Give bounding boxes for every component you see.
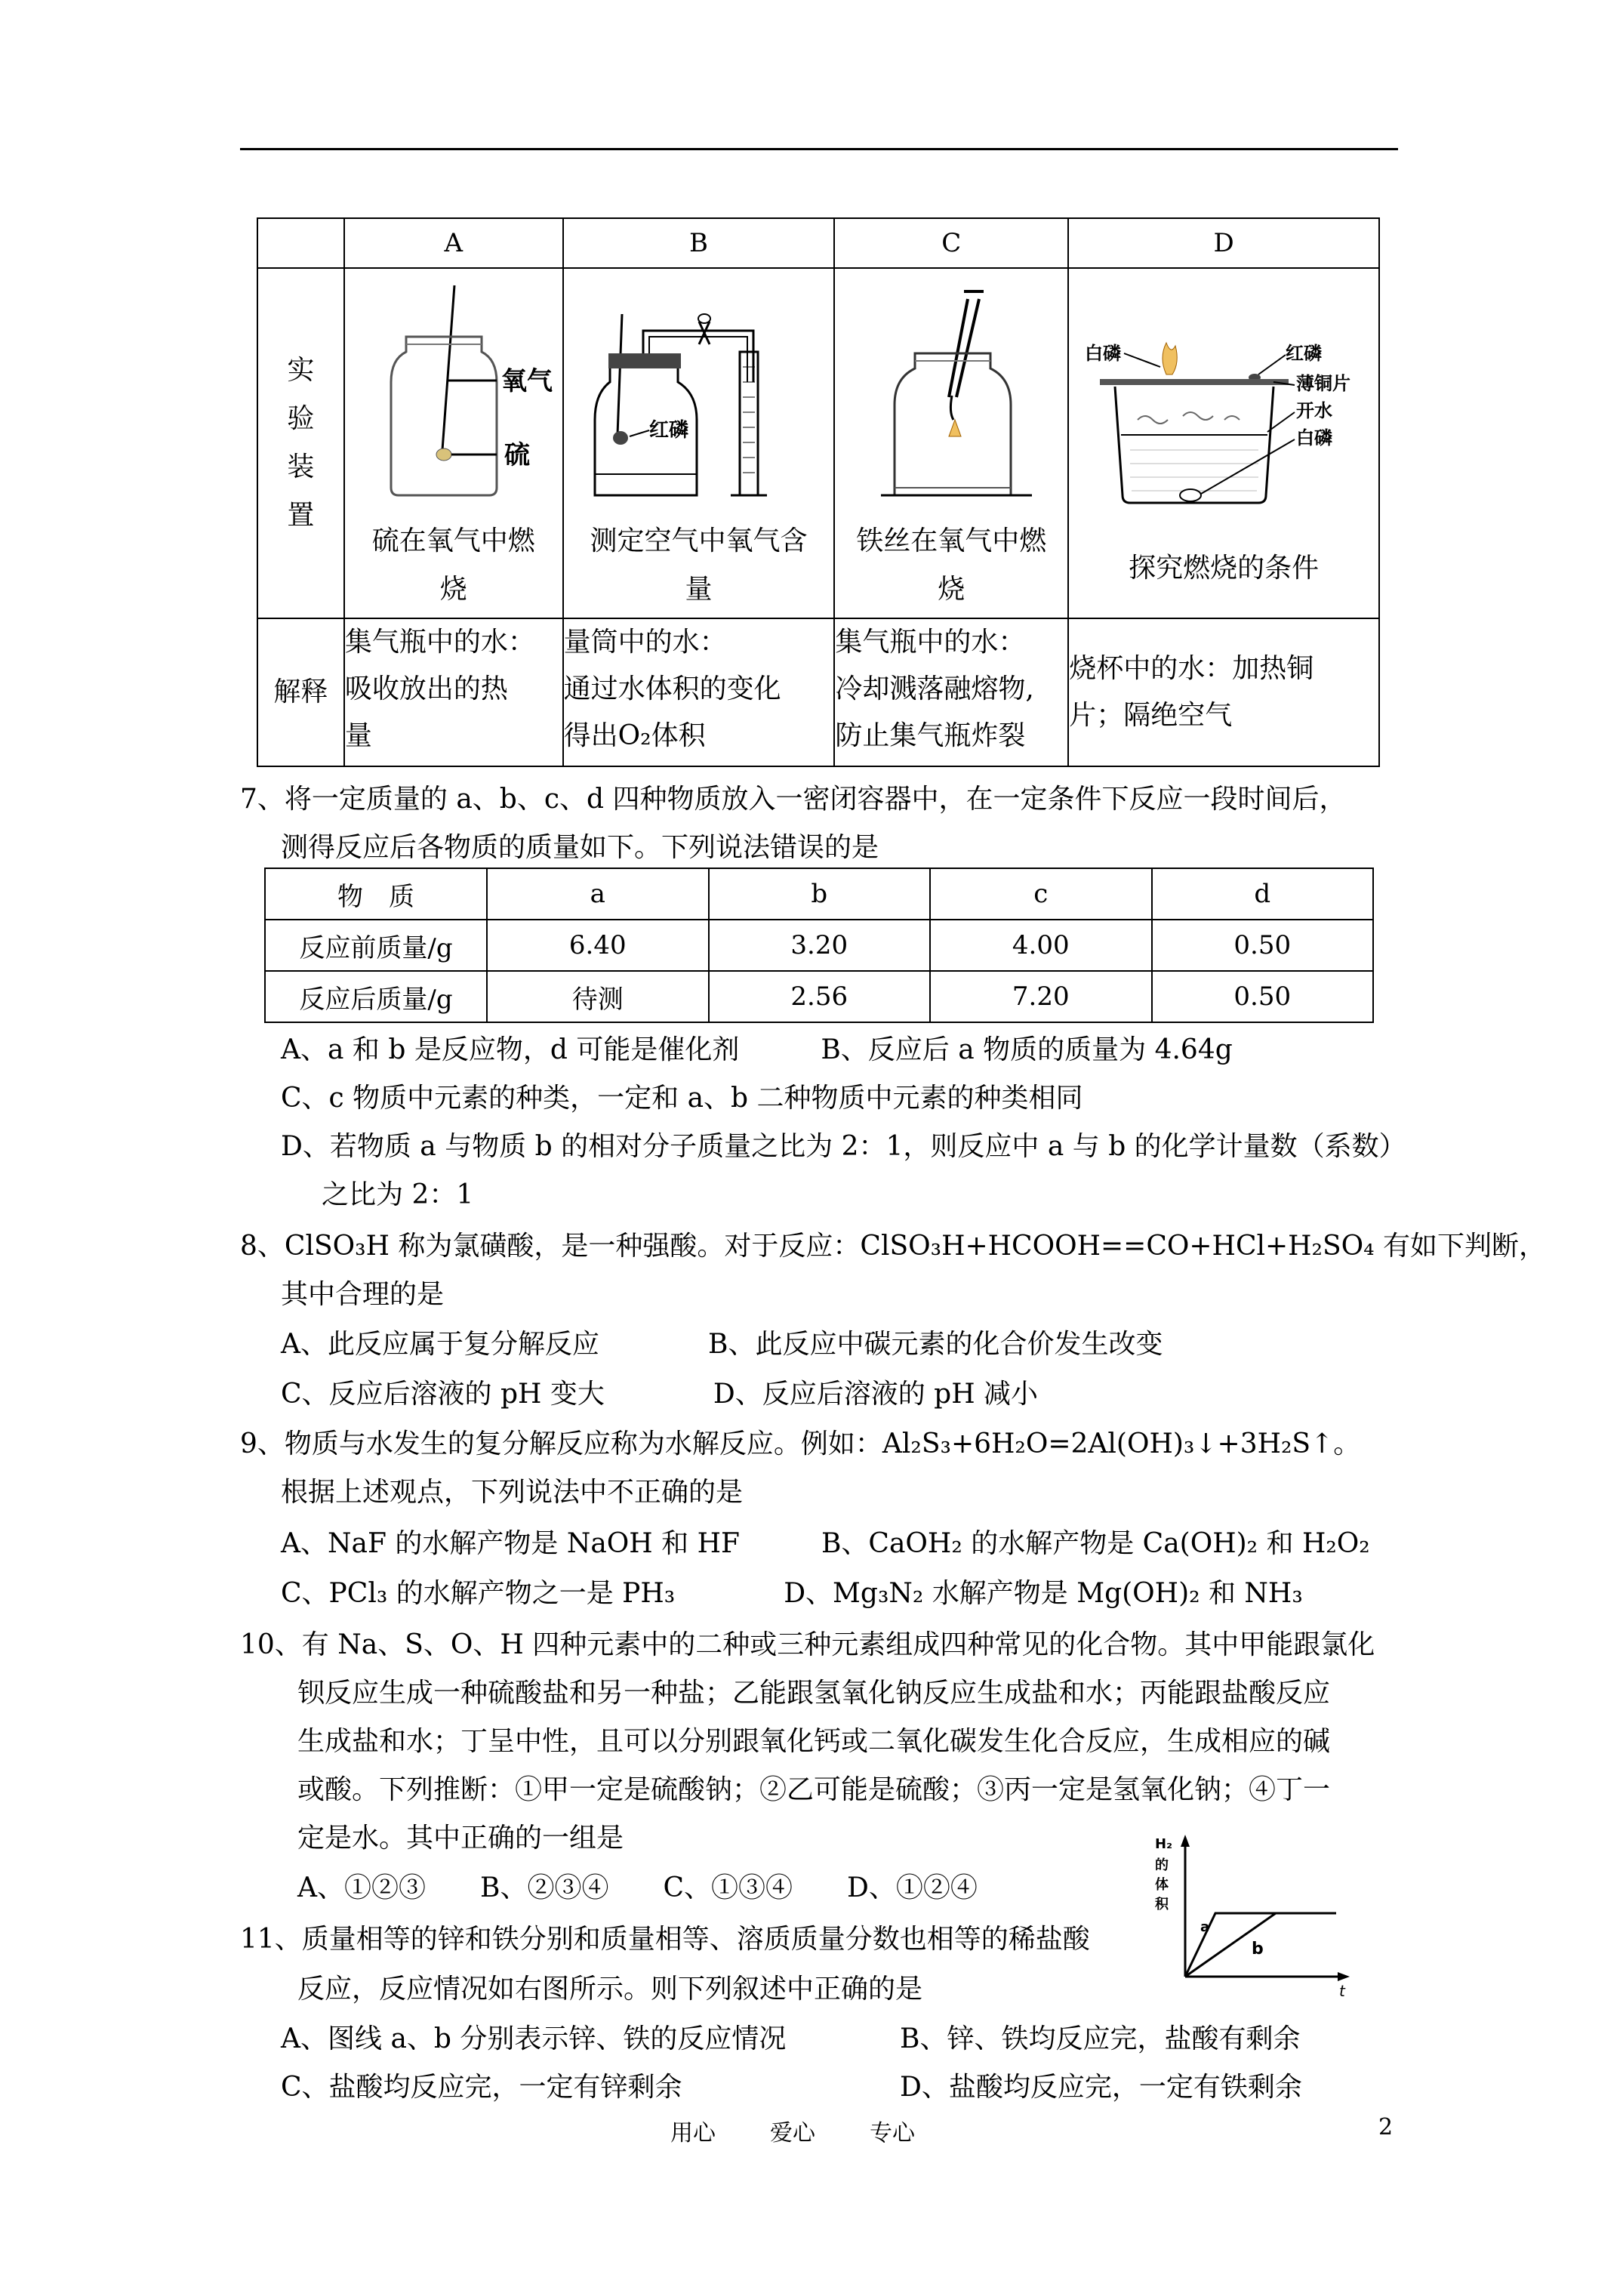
graph-ylabel-3: 体: [1155, 1877, 1169, 1893]
q7-mass-table: [264, 868, 1374, 1023]
q8-stem-1: 8、ClSO₃H 称为氯磺酸，是一种强酸。对于反应：ClSO₃H+HCOOH==CO+HCl+H₂SO₄ 有如下判断，: [240, 1231, 1547, 1262]
header-d: D: [1068, 218, 1379, 268]
q7-th-b: b: [709, 868, 931, 920]
cell-device-d: [1068, 268, 1379, 618]
graph-ylabel-2: 的: [1155, 1857, 1169, 1873]
corner-cell: [257, 218, 344, 268]
label-white-phosphorus-top: 白磷: [1085, 343, 1122, 364]
cell-device-a: [344, 268, 563, 618]
q10-stem-5: 定是水。其中正确的一组是: [297, 1823, 624, 1854]
q7-th-a: a: [487, 868, 709, 920]
label-oxygen: 氧气: [500, 366, 553, 396]
q8-stem-2: 其中合理的是: [281, 1279, 445, 1310]
q7-stem-1: 7、将一定质量的 a、b、c、d 四种物质放入一密闭容器中，在一定条件下反应一段时间后，: [240, 784, 1347, 815]
label-white-phosphorus-bottom: 白磷: [1296, 427, 1333, 448]
combustion-conditions-apparatus: [1070, 269, 1378, 538]
q7-stem-2: 测得反应后各物质的质量如下。下列说法错误的是: [281, 832, 879, 863]
q10-stem-3: 生成盐和水；丁呈中性，且可以分别跟氧化钙或二氧化碳发生化合反应，生成相应的碱: [297, 1726, 1331, 1757]
q7-th-d: d: [1152, 868, 1374, 920]
q7-row-after: 反应后质量/g 待测 2.56 7.20 0.50: [265, 971, 1373, 1022]
q7-option-c: C、c 物质中元素的种类，一定和 a、b 二种物质中元素的种类相同: [281, 1083, 1083, 1114]
q11-option-b: B、锌、铁均反应完，盐酸有剩余: [900, 2023, 1301, 2054]
q7-row-before: 反应前质量/g 6.40 3.20 4.00 0.50: [265, 920, 1373, 971]
row-label-device: 实 验 装 置: [257, 268, 344, 618]
q11-option-d: D、盐酸均反应完，一定有铁剩余: [900, 2072, 1302, 2103]
iron-wire-burning-apparatus: [836, 269, 1067, 510]
sulfur-burning-apparatus: [346, 269, 562, 510]
footer-motto-2: 爱心: [770, 2120, 815, 2147]
graph-line-b: b: [1252, 1940, 1264, 1959]
label-red-phosphorus-d: 红磷: [1286, 343, 1323, 364]
q7-option-ab: A、a 和 b 是反应物，d 可能是催化剂 B、反应后 a 物质的质量为 4.64g: [281, 1034, 1233, 1065]
q11-hydrogen-volume-graph: [1155, 1826, 1359, 1999]
label-boiling-water: 开水: [1296, 400, 1333, 421]
explain-d: 烧杯中的水：加热铜 片；隔绝空气: [1068, 618, 1379, 766]
q9-option-cd: C、PCl₃ 的水解产物之一是 PH₃ D、Mg₃N₂ 水解产物是 Mg(OH)₂ 和 NH₃: [281, 1578, 1303, 1609]
q10-stem-2: 钡反应生成一种硫酸盐和另一种盐；乙能跟氢氧化钠反应生成盐和水；丙能跟盐酸反应: [297, 1678, 1331, 1709]
header-rule: [240, 148, 1398, 150]
q11-stem-1: 11、质量相等的锌和铁分别和质量相等、溶质质量分数也相等的稀盐酸: [240, 1924, 1090, 1955]
q7-option-d-cont: 之比为 2：1: [322, 1179, 474, 1210]
header-a: A: [344, 218, 563, 268]
q8-option-cd: C、反应后溶液的 pH 变大 D、反应后溶液的 pH 减小: [281, 1379, 1039, 1410]
caption-a-1: 硫在氧气中燃: [371, 525, 535, 556]
q10-options: A、①②③ B、②③④ C、①③④ D、①②④: [297, 1872, 978, 1903]
q11-option-c: C、盐酸均反应完，一定有锌剩余: [281, 2072, 682, 2103]
explain-c: 集气瓶中的水： 冷却溅落融熔物, 防止集气瓶炸裂: [834, 618, 1068, 766]
explain-b: 量筒中的水： 通过水体积的变化 得出O₂体积: [563, 618, 835, 766]
q9-stem-1: 9、物质与水发生的复分解反应称为水解反应。例如：Al₂S₃+6H₂O=2Al(OH)₃↓+3H₂S↑。: [240, 1428, 1361, 1459]
caption-b-2: 量: [685, 574, 713, 605]
q8-option-ab: A、此反应属于复分解反应 B、此反应中碳元素的化合价发生改变: [281, 1329, 1163, 1360]
cell-device-b: [563, 268, 835, 618]
q11-option-a: A、图线 a、b 分别表示锌、铁的反应情况: [281, 2023, 787, 2054]
header-b: B: [563, 218, 835, 268]
graph-line-a: a: [1200, 1919, 1210, 1935]
q7-th-substance: 物 质: [265, 868, 487, 920]
explain-a: 集气瓶中的水： 吸收放出的热 量: [344, 618, 563, 766]
graph-ylabel-1: H₂: [1155, 1836, 1172, 1852]
q7-th-c: c: [930, 868, 1152, 920]
caption-c-2: 烧: [938, 574, 965, 605]
row-label-explain: 解释: [257, 618, 344, 766]
q9-stem-2: 根据上述观点，下列说法中不正确的是: [281, 1477, 744, 1508]
cell-device-c: [834, 268, 1068, 618]
caption-a-2: 烧: [439, 574, 467, 605]
caption-c-1: 铁丝在氧气中燃: [856, 525, 1047, 556]
graph-xlabel: t: [1339, 1982, 1345, 1999]
label-red-phosphorus-b: 红磷: [648, 419, 688, 442]
q11-stem-2: 反应，反应情况如右图所示。则下列叙述中正确的是: [297, 1974, 923, 2005]
q7-option-d: D、若物质 a 与物质 b 的相对分子质量之比为 2：1，则反应中 a 与 b 的化学计量数（系数）: [281, 1131, 1406, 1162]
caption-b-1: 测定空气中氧气含: [590, 525, 808, 556]
label-sulfur: 硫: [504, 440, 530, 470]
q10-stem-4: 或酸。下列推断：①甲一定是硫酸钠；②乙可能是硫酸；③丙一定是氢氧化钠；④丁一: [297, 1774, 1331, 1805]
page-number: 2: [1378, 2114, 1394, 2140]
oxygen-content-apparatus: [565, 269, 833, 510]
q9-option-ab: A、NaF 的水解产物是 NaOH 和 HF B、CaOH₂ 的水解产物是 Ca(OH)₂ 和 H₂O₂: [281, 1528, 1370, 1559]
graph-ylabel-4: 积: [1155, 1897, 1169, 1912]
header-c: C: [834, 218, 1068, 268]
footer-motto-1: 用心: [670, 2120, 716, 2147]
experiment-table: [257, 217, 1380, 767]
caption-d-1: 探究燃烧的条件: [1129, 553, 1320, 584]
footer-motto-3: 专心: [870, 2120, 915, 2147]
label-copper-sheet: 薄铜片: [1296, 373, 1351, 394]
q10-stem-1: 10、有 Na、S、O、H 四种元素中的二种或三种元素组成四种常见的化合物。其中甲能跟氯化: [240, 1629, 1375, 1660]
